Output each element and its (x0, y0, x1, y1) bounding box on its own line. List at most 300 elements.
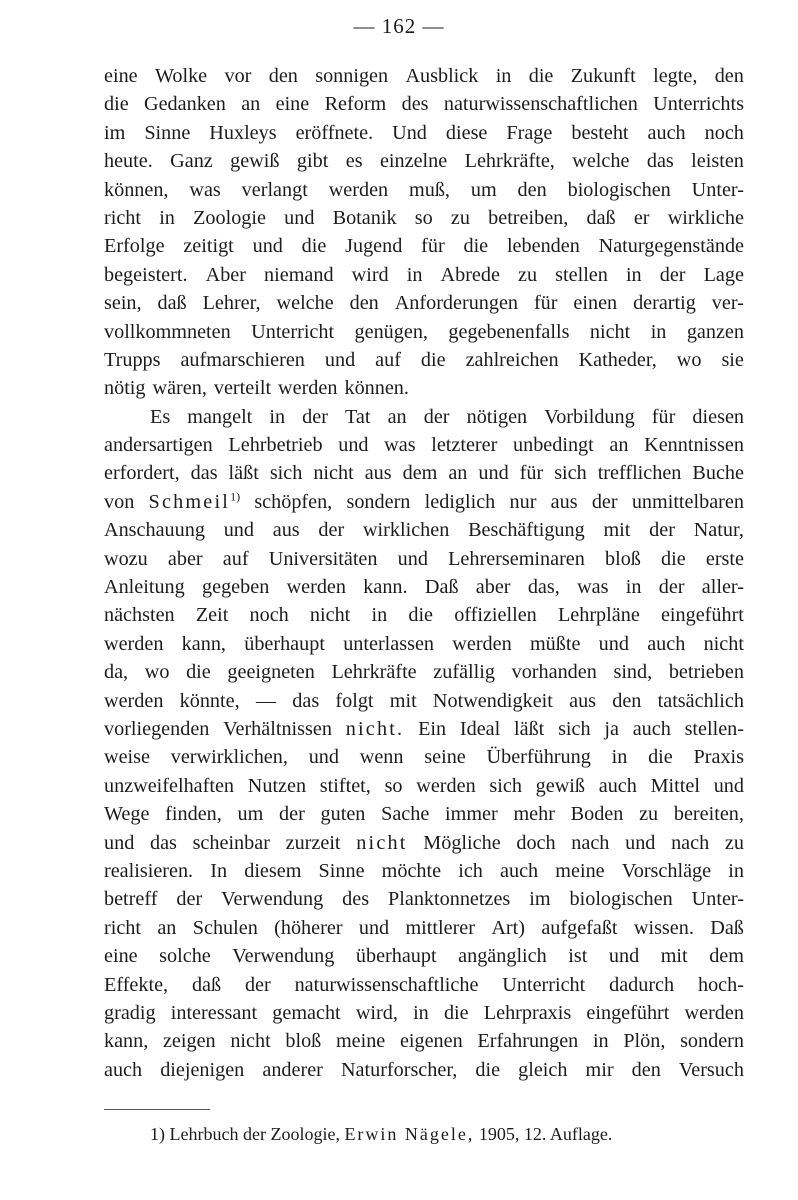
word: die (443, 1001, 469, 1024)
word-group (653, 90, 744, 118)
text-line (104, 658, 744, 686)
word-group (228, 431, 322, 459)
word-group (359, 914, 389, 942)
word-group (647, 147, 674, 175)
word: solche (159, 945, 211, 968)
word: sich (489, 774, 522, 797)
word: anderer (262, 1058, 323, 1081)
text-line (104, 687, 744, 715)
word-group (706, 545, 744, 573)
word: läßt (228, 462, 259, 485)
word: von (104, 490, 135, 513)
word-group (363, 573, 407, 601)
word-group (302, 232, 327, 260)
word-group (528, 573, 560, 601)
word-group (518, 176, 547, 204)
word: offiziellen (454, 604, 537, 627)
word-group (496, 62, 512, 90)
word: unterlassen (343, 632, 435, 655)
word: überhaupt (244, 632, 325, 655)
word: nur (509, 490, 537, 513)
text-line (104, 573, 744, 601)
word: aus (550, 490, 578, 513)
word: legte, (653, 65, 698, 87)
word-group (692, 403, 744, 431)
word-group (104, 289, 142, 317)
text-line (104, 374, 744, 402)
word-group (671, 829, 709, 857)
text-line (104, 403, 744, 431)
word: Buche (692, 462, 744, 485)
word-group (286, 829, 341, 857)
word-group (514, 715, 544, 743)
word-group (160, 1056, 244, 1084)
word-group (423, 829, 500, 857)
word-group (467, 403, 528, 431)
word-group (398, 545, 428, 573)
word: in (413, 1001, 429, 1024)
word-group (418, 715, 446, 743)
word: an (157, 916, 177, 939)
word: auf (222, 547, 249, 570)
text-line (104, 772, 744, 800)
text-line (104, 601, 744, 629)
word-group (223, 715, 332, 743)
word-group (193, 204, 266, 232)
word-group (586, 999, 669, 1027)
word-group (343, 630, 434, 658)
word-group (648, 119, 686, 147)
word: gewiß (230, 150, 280, 173)
word-group (454, 601, 537, 629)
word-group (223, 545, 249, 573)
word-group (371, 601, 387, 629)
word-group (573, 289, 617, 317)
word-gap (337, 374, 344, 402)
word: Anschauung (104, 519, 205, 542)
word-group (356, 829, 407, 857)
word: aber (167, 547, 203, 570)
word-group (714, 772, 744, 800)
text-line (104, 261, 744, 289)
word: Verhältnissen (223, 717, 332, 740)
word: zu (518, 263, 538, 286)
word: meine (335, 1030, 386, 1053)
word-group (251, 318, 334, 346)
text-line (104, 90, 744, 118)
word-group (571, 62, 636, 90)
word: nicht (589, 320, 631, 343)
word-group (287, 573, 346, 601)
word: stellen (555, 263, 608, 286)
word: in (406, 263, 423, 286)
word: in (650, 320, 667, 343)
word-group (155, 62, 207, 90)
word-group (487, 743, 591, 771)
word-group (104, 971, 168, 999)
word-group (644, 431, 744, 459)
word: eigenen (399, 1030, 463, 1053)
footnote-text-after: 1905, 12. Auflage. (478, 1124, 613, 1144)
word: nicht. (345, 717, 405, 740)
word: daß (157, 292, 187, 315)
word-group (658, 687, 744, 715)
word-group (572, 147, 629, 175)
word-group (471, 176, 497, 204)
word-group (191, 459, 218, 487)
word: Lehrbetrieb (228, 434, 323, 457)
word: vollkommneten (104, 320, 231, 343)
word-group (712, 289, 744, 317)
word: Anforderungen (394, 292, 519, 315)
word-group (221, 885, 323, 913)
word: dadurch (609, 973, 675, 996)
word-group (448, 545, 585, 573)
word-group (346, 715, 405, 743)
word: überhaupt (355, 945, 437, 968)
word-group (660, 261, 686, 289)
word: zu (450, 206, 470, 229)
word: gemacht (272, 1001, 341, 1024)
word-group (104, 715, 209, 743)
word: richt (104, 916, 141, 939)
word-group (709, 942, 744, 970)
word: auch (598, 774, 637, 797)
word-group (463, 232, 488, 260)
word: Sinne (318, 859, 365, 882)
word: noch (704, 121, 744, 144)
word: der (649, 519, 675, 542)
word: Wege (104, 803, 150, 826)
word: auf (375, 348, 401, 371)
word: können. (344, 377, 409, 400)
word-group (721, 346, 743, 374)
word-group (704, 261, 744, 289)
word: dem (709, 945, 744, 968)
word-group (276, 90, 310, 118)
word: die (104, 93, 129, 116)
text-line (104, 715, 744, 743)
word: den (268, 65, 298, 87)
word-group (264, 261, 334, 289)
word: realisieren. (104, 859, 194, 882)
word-group (196, 601, 229, 629)
word-group (318, 516, 344, 544)
word: doch (516, 831, 556, 854)
word-group (680, 1027, 744, 1055)
word-group (529, 62, 554, 90)
word: und (397, 547, 428, 570)
word-group (451, 204, 470, 232)
word: schöpfen, (254, 490, 333, 513)
word-group (452, 630, 511, 658)
word-group (416, 772, 475, 800)
word-group (250, 601, 289, 629)
word-group (104, 687, 163, 715)
word-group (224, 62, 251, 90)
word-group (609, 971, 674, 999)
word: der (658, 576, 685, 599)
word-group (674, 800, 744, 828)
word-group (702, 573, 744, 601)
word-group (227, 658, 314, 686)
word-group (104, 516, 205, 544)
word: noch (249, 604, 289, 627)
word-group (571, 119, 628, 147)
word-group (176, 885, 202, 913)
word: an (387, 405, 407, 428)
word-group (104, 431, 213, 459)
footnote-text-before: Lehrbuch der Zoologie, (169, 1124, 340, 1144)
word-group (104, 119, 125, 147)
word: aber (475, 576, 511, 599)
word-group (104, 176, 168, 204)
word: betrieben (668, 661, 744, 684)
word-group (193, 829, 270, 857)
word-group (431, 431, 497, 459)
word-group (633, 715, 671, 743)
word: biologischen (569, 888, 673, 911)
word-group (144, 119, 190, 147)
word-group (104, 630, 163, 658)
word: verteilt (213, 377, 272, 400)
word-group (395, 289, 518, 317)
word: aus (272, 519, 300, 542)
word: verwirklichen, (170, 746, 288, 769)
word-group (104, 743, 150, 771)
word-group (677, 346, 702, 374)
word-group (516, 829, 555, 857)
word: den (612, 689, 642, 712)
word-group (705, 119, 744, 147)
word: den (631, 1058, 661, 1081)
word: Naturforscher, (340, 1058, 458, 1081)
word: vorhanden (511, 661, 597, 684)
word-group (325, 346, 355, 374)
word-group (345, 403, 371, 431)
word-group (104, 829, 134, 857)
word-group (380, 147, 447, 175)
word-group (284, 204, 314, 232)
word: Versuch (678, 1058, 744, 1081)
word-group (647, 630, 685, 658)
text-line (104, 516, 744, 544)
word: sich (554, 462, 587, 485)
word-group (344, 374, 408, 402)
word-group (297, 147, 328, 175)
word-group (320, 772, 371, 800)
word-group (345, 232, 402, 260)
word-group (446, 119, 487, 147)
word: sind, (613, 661, 653, 684)
word: stiftet, (319, 774, 371, 797)
word-group (612, 687, 641, 715)
word-group (230, 147, 279, 175)
word-group (302, 403, 328, 431)
word-group (254, 488, 332, 516)
word: Reform (324, 93, 387, 116)
word: Frage (506, 121, 553, 144)
word-group (685, 999, 744, 1027)
word-group (407, 261, 423, 289)
text-line (104, 800, 744, 828)
word: aus (569, 689, 597, 712)
word-group (270, 459, 303, 487)
word-group (319, 857, 365, 885)
word: die (475, 1058, 501, 1081)
word: um (470, 178, 497, 201)
word: mit (660, 945, 688, 968)
word-group (336, 1027, 385, 1055)
word-group (189, 176, 220, 204)
word-group (171, 999, 257, 1027)
word: in (625, 576, 642, 599)
word: Ideal (459, 717, 501, 740)
word-group (384, 431, 415, 459)
word: der (244, 973, 271, 996)
word: zufällig (433, 661, 495, 684)
word-group (104, 1056, 142, 1084)
word: des (342, 888, 370, 911)
word-group (150, 829, 177, 857)
word-group (725, 829, 744, 857)
word: geeigneten (227, 661, 315, 684)
word: wären, (152, 377, 207, 400)
word: möchte (381, 859, 442, 882)
word-group (599, 630, 629, 658)
word-group (248, 772, 306, 800)
footnote (150, 1124, 612, 1145)
word: Praxis (693, 746, 744, 769)
word-group (632, 1056, 661, 1084)
word: Unter- (691, 178, 744, 201)
text-line (104, 488, 744, 516)
word-group (310, 601, 350, 629)
word: zeitigt (183, 235, 234, 258)
word: Daß (710, 916, 744, 939)
word: Notwendigkeit (432, 689, 553, 712)
word-group (424, 743, 465, 771)
text-line (104, 204, 744, 232)
word: sondern (346, 490, 411, 513)
word-group (570, 885, 673, 913)
word: auch (104, 1058, 143, 1081)
word-group (104, 999, 156, 1027)
word: hoch- (697, 973, 744, 996)
text-line (104, 431, 744, 459)
word: zeigen (162, 1030, 216, 1053)
word: in (592, 1030, 609, 1053)
word-group (468, 516, 585, 544)
word-group (403, 459, 438, 487)
word: Beschäftigung (468, 519, 585, 542)
word: Erfahrungen (477, 1030, 579, 1053)
word-gap (146, 374, 153, 402)
word-group (579, 346, 657, 374)
word-group (165, 800, 222, 828)
word-group (679, 1056, 744, 1084)
word: mittlerer (405, 916, 475, 939)
word: nötigen (466, 405, 528, 428)
text-line (104, 942, 744, 970)
word: da, (104, 661, 129, 684)
word-group (530, 630, 580, 658)
word: Daß (424, 576, 459, 599)
word-group (365, 459, 392, 487)
footnote-marker: 1) (150, 1124, 165, 1144)
word: und (625, 831, 656, 854)
word-group (625, 829, 655, 857)
word-group (186, 658, 211, 686)
word: die (420, 348, 446, 371)
word-group (363, 516, 449, 544)
word: und (358, 916, 390, 939)
word-group (458, 942, 547, 970)
word-group (571, 800, 624, 828)
word-group (651, 318, 667, 346)
word-group (171, 743, 288, 771)
word: Planktonnetzes (388, 888, 511, 911)
word: Gedanken (144, 93, 226, 116)
word: für (421, 235, 445, 258)
word: läßt (514, 717, 545, 740)
word: auch (647, 121, 686, 144)
word-group (104, 857, 193, 885)
word: der (318, 519, 345, 542)
word-group (388, 885, 510, 913)
word: nicht (230, 1030, 271, 1053)
word: Vorschläge (621, 859, 712, 882)
word: wirklichen (362, 519, 450, 542)
word: und (608, 945, 640, 968)
word: gleich (518, 1058, 568, 1081)
word-group (388, 403, 407, 431)
text-line (104, 857, 744, 885)
word-group (609, 942, 639, 970)
word: zu (724, 831, 744, 854)
word-group (613, 658, 652, 686)
word-group (104, 147, 153, 175)
word-group (269, 403, 285, 431)
word-group (104, 1027, 148, 1055)
word: Huxleys (209, 121, 277, 144)
word-group (104, 488, 134, 516)
word-group (409, 176, 450, 204)
word-group (603, 516, 630, 544)
word: einen (573, 292, 618, 315)
word: Schmeil (148, 490, 231, 513)
word-group (182, 630, 226, 658)
word: Effekte, (104, 973, 169, 996)
word: und (478, 462, 509, 485)
word-group (484, 999, 571, 1027)
word: diesem (244, 859, 302, 882)
word-group (352, 261, 389, 289)
word-group (710, 914, 744, 942)
word: daß (191, 973, 222, 996)
word: guten (320, 803, 366, 826)
word-group (214, 374, 271, 402)
word: Jugend (345, 235, 403, 258)
word-group (634, 204, 650, 232)
word-group (692, 885, 744, 913)
word: gibt (296, 150, 329, 173)
word-group (465, 147, 555, 175)
word: richt (104, 206, 141, 229)
text-line (104, 232, 744, 260)
word: Unter- (691, 888, 744, 911)
word-group (292, 687, 319, 715)
